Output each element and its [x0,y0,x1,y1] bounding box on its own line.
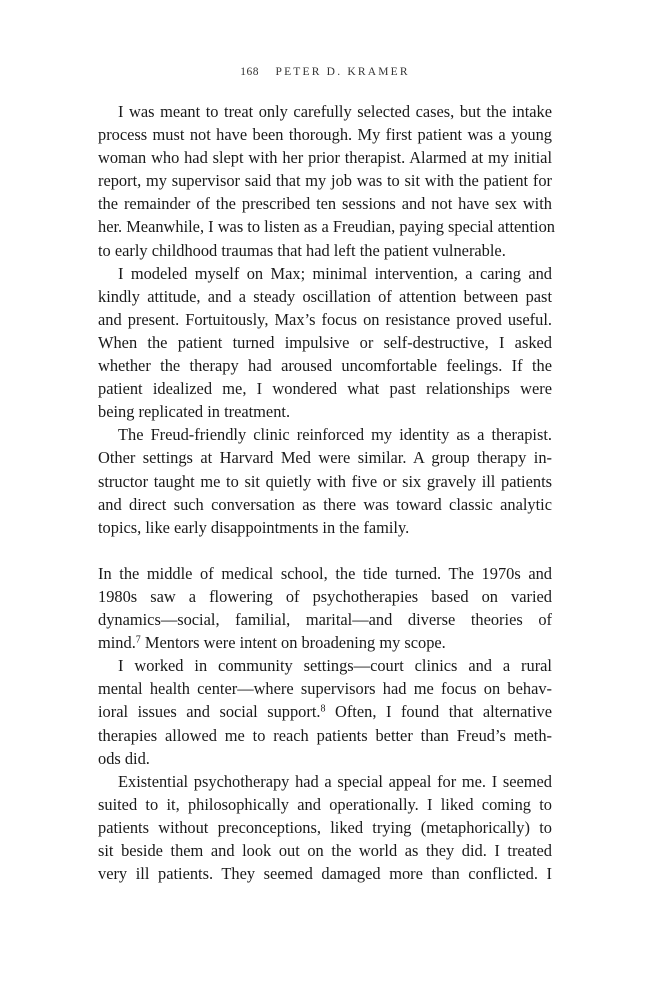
body-text [98,100,555,885]
text-line: report, my supervisor said that my job was to sit with the patient for [98,171,552,191]
text-line: process must not have been thorough. My first patient was a young [98,125,552,145]
text-line: ods did. [98,748,150,768]
text-line: mental health center—where supervisors had me focus on behav- [98,679,552,699]
text-line: 1980s saw a flowering of psychotherapies based on varied [98,586,552,606]
page-number: 168 [240,66,259,78]
text-line: the remainder of the prescribed ten sessions and not have sex with [98,194,552,214]
text-line: structor taught me to sit quietly with five or six gravely ill patients [98,471,552,491]
text-fragment: Often, I found that alternative [335,702,552,722]
text-fragment: ioral issues and social support. [98,702,321,722]
text-line: The Freud-friendly clinic reinforced my identity as a therapist. [118,425,552,445]
text-line: I was meant to treat only carefully selected cases, but the intake [118,102,552,121]
text-line: being replicated in treatment. [98,402,291,422]
text-line [98,631,552,654]
author-name: PETER D. KRAMER [275,66,410,78]
footnote-marker[interactable]: 7 [135,634,141,646]
text-fragment: mind. [98,633,136,653]
text-fragment: Mentors were intent on broadening my scope. [144,633,446,653]
text-line: topics, like early disappointments in the family. [98,517,410,537]
text-line: In the middle of medical school, the tide turned. The 1970s and [98,563,552,583]
text-line: woman who had slept with her prior therapist. Alarmed at my initial [98,148,552,168]
text-line: whether the therapy had aroused uncomfortable feelings. If the [98,356,552,376]
text-line: I worked in community settings—court clinics and a rural [118,656,552,676]
text-line: her. Meanwhile, I was to listen as a Freudian, paying special attention [98,217,555,237]
text-line: dynamics—social, familial, marital—and diverse theories of [98,610,552,630]
footnote-marker[interactable]: 8 [320,703,326,715]
text-line: sit beside them and look out on the world as they did. I treated [98,841,552,860]
text-line: When the patient turned impulsive or self-destructive, I asked [98,332,552,352]
text-line: therapies allowed me to reach patients better than Freud’s meth- [98,725,552,745]
text-line: suited to it, philosophically and operationally. I liked coming to [98,794,552,814]
text-line: patients without preconceptions, liked trying (metaphorically) to [98,817,552,837]
text-line: to early childhood traumas that had left the patient vulnerable. [98,240,506,260]
text-line: kindly attitude, and a steady oscillation of attention between past [98,286,552,306]
text-line: I modeled myself on Max; minimal intervention, a caring and [118,263,552,283]
text-line: Existential psychotherapy had a special appeal for me. I seemed [118,771,552,791]
text-line: and present. Fortuitously, Max’s focus on resistance proved useful. [98,309,552,329]
text-line: patient idealized me, I wondered what past relationships were [98,379,552,399]
section-break [98,539,552,562]
running-head [0,66,650,78]
text-line [98,700,552,723]
text-line: Other settings at Harvard Med were similar. A group therapy in- [98,448,552,468]
text-line: very ill patients. They seemed damaged more than conflicted. I [98,864,552,884]
text-line: and direct such conversation as there was toward classic analytic [98,494,552,514]
